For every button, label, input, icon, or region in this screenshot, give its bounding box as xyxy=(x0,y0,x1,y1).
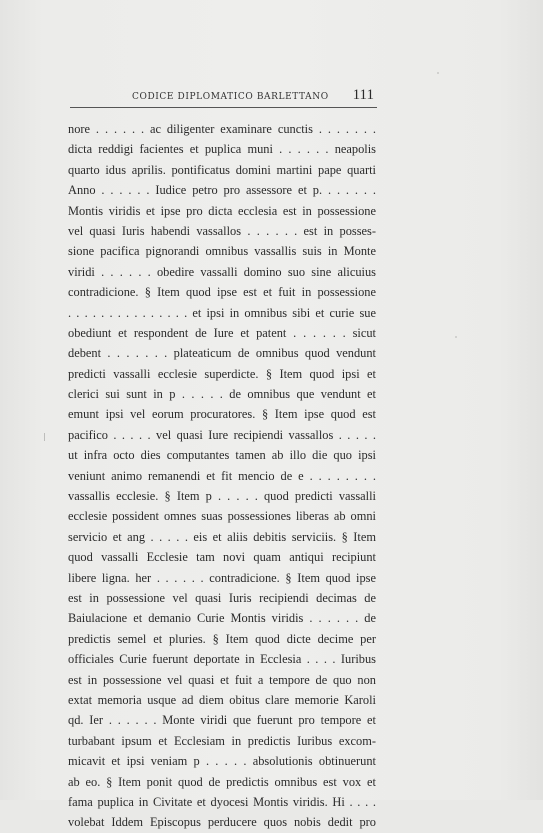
text-line: volebat Iddem Episcopus perducere quos nobis dedit pro xyxy=(68,815,376,830)
text-line: debent . . . . . . . plateaticum de omnibus quod vendunt xyxy=(68,346,376,361)
header-rule xyxy=(70,107,377,108)
text-line: Montis viridis et ipse pro dicta ecclesia est in possessione xyxy=(68,203,376,218)
text-line: contradicione. § Item quod ipse est et fuit in possessione xyxy=(68,285,376,300)
text-line: officiales Curie fuerunt deportate in Ecclesia . . . . Iuribus xyxy=(68,652,376,667)
paper-speck xyxy=(455,336,457,338)
text-line: qd. Ier . . . . . . Monte viridi que fuerunt pro tempore et xyxy=(68,713,376,728)
text-line: est in possessione vel quasi Iuris recipiendi decimas de xyxy=(68,590,376,605)
running-header xyxy=(70,86,376,106)
text-line: extat memoria usque ad diem obitus clare memorie Karoli xyxy=(68,692,376,707)
text-line: obediunt et respondent de Iure et patent . . . . . . sicut xyxy=(68,325,376,340)
text-line: turbabant ipsum et Ecclesiam in predictis Iuribus excom- xyxy=(68,733,376,748)
text-line: nore . . . . . . ac diligenter examinare cunctis . . . . . . . xyxy=(68,122,376,136)
text-line: servicio et ang . . . . . eis et aliis debitis serviciis. § Item xyxy=(68,529,376,544)
margin-mark xyxy=(44,433,45,441)
text-line: vassallis ecclesie. § Item p . . . . . quod predicti vassalli xyxy=(68,489,376,504)
text-line: emunt ipsi vel eorum procuratores. § Item ipse quod est xyxy=(68,407,376,422)
text-line: dicta reddigi facientes et puplica muni . . . . . . neapolis xyxy=(68,142,376,157)
paper-speck xyxy=(437,72,439,74)
text-line: viridi . . . . . . obedire vassalli domino suo sine alicuius xyxy=(68,264,376,279)
text-line: quod vassalli Ecclesie tam novi quam antiqui recipiunt xyxy=(68,550,376,565)
text-line: predicti vassalli ecclesie superdicte. § Item quod ipsi et xyxy=(68,366,376,381)
text-line: libere ligna. her . . . . . . contradicione. § Item quod ipse xyxy=(68,570,376,585)
text-line: Baiulacione et demanio Curie Montis viridis . . . . . . de xyxy=(68,611,376,626)
text-line: veniunt animo remanendi et fit mencio de e . . . . . . . . xyxy=(68,468,376,483)
text-line: est in possessione vel quasi et fuit a tempore de quo non xyxy=(68,672,376,687)
text-line: ab eo. § Item ponit quod de predictis omnibus est vox et xyxy=(68,774,376,789)
text-line: fama puplica in Civitate et dyocesi Montis viridis. Hi . . . . xyxy=(68,794,376,809)
text-line: . . . . . . . . . . . . . . . et ipsi in omnibus sibi et curie sue xyxy=(68,305,376,320)
text-line: micavit et ipsi veniam p . . . . . absolutionis obtinuerunt xyxy=(68,754,376,769)
text-line: predictis semel et pluries. § Item quod dicte decime per xyxy=(68,631,376,646)
text-line: quarto idus aprilis. pontificatus domini martini pape quarti xyxy=(68,162,376,177)
body-text xyxy=(68,119,376,833)
page-number: 111 xyxy=(352,87,374,103)
running-title: CODICE DIPLOMATICO BARLETTANO xyxy=(132,92,329,102)
text-line: clerici sui sunt in p . . . . . de omnibus que vendunt et xyxy=(68,387,376,402)
text-line: ecclesie possident omnes suas possessiones liberas ab omni xyxy=(68,509,376,524)
text-line: sione pacifica pignorandi omnibus vassallis suis in Monte xyxy=(68,244,376,259)
text-line: pacifico . . . . . vel quasi Iure recipiendi vassallos . . . . . xyxy=(68,427,376,442)
text-line: Anno . . . . . . Iudice petro pro assessore et p. . . . . . . xyxy=(68,183,376,198)
text-line: ut infra octo dies computantes tamen ab illo die quo ipsi xyxy=(68,448,376,463)
text-line: vel quasi Iuris habendi vassallos . . . . . . est in posses- xyxy=(68,223,376,238)
